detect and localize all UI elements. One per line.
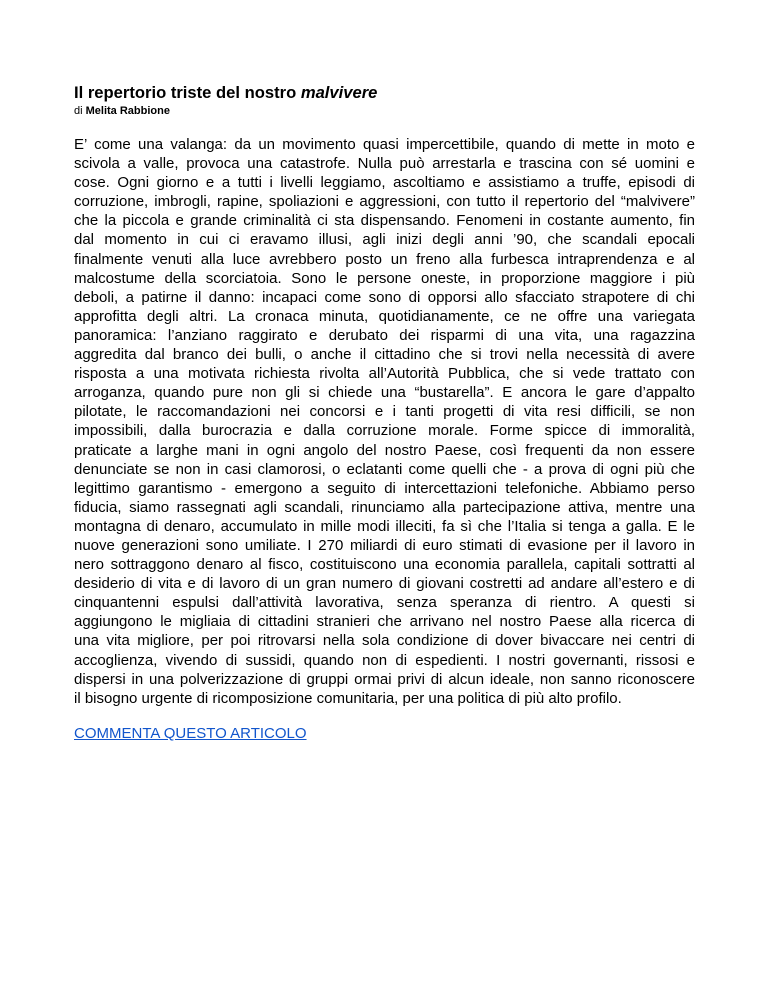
body-line: pilotate, le raccomandazioni nei concorsi e i tanti progetti di vita resi difficili, se non [74,403,695,421]
body-line: dal momento in cui ci eravamo illusi, agli inizi degli anni ’90, che scandali epocali [74,231,695,249]
body-line: montagna di denaro, accumulato in mille modi illeciti, fa sì che l’Italia si tenga a galla. E le [74,517,695,535]
body-line: nero sottraggono denaro al fisco, costituiscono una economia parallela, capitali sottratti al [74,556,695,574]
body-line: impossibili, dalla burocrazia e dalla corruzione morale. Forme spicce di immoralità, [74,422,695,440]
body-line: denunciate se non in casi clamorosi, o eclatanti come quelli che - a prova di ogni più che [74,460,695,478]
body-line: E’ come una valanga: da un movimento quasi impercettibile, quando di mette in moto e [74,136,695,153]
body-line: una vita migliore, per poi ritrovarsi nella sola condizione di dover bivaccare nei centri di [74,632,695,650]
article-title-italic: malvivere [300,83,378,102]
body-line: legittimo garantismo - emergono a seguito di intercettazioni telefoniche. Abbiamo perso [74,479,695,497]
body-line: malcostume della scorciatoia. Sono le persone oneste, in proporzione maggiore i più [74,269,695,287]
body-line: cinquantenni espulsi dall’attività lavorativa, senza speranza di rientro. A questi si [74,594,695,612]
body-line: scivola a valle, provoca una catastrofe. Nulla può arrestarla e trascina con sé uomini e [74,155,695,173]
body-line: accoglienza, vivendo di sussidi, quando non di espedienti. I nostri governanti, rissosi e [74,651,695,669]
byline [74,103,695,119]
byline-prefix: di [74,105,86,117]
body-line: fiducia, siamo rassegnati agli scandali, rinunciamo alla partecipazione attiva, mentre una [74,498,695,516]
body-line: corruzione, imbrogli, rapine, spoliazioni e aggressioni, con tutto il repertorio del “malvivere” [74,193,695,211]
body-line: deboli, a patirne il danno: incapaci come sono di opporsi allo sfacciato strapotere di chi [74,288,695,306]
body-line: arroganza, quando pure non gli si chiede una “bustarella”. E ancora le gare d’appalto [74,384,695,402]
article-body [74,135,695,708]
body-line: nuove generazioni sono umiliate. I 270 miliardi di euro stimati di evasione per il lavoro in [74,536,695,554]
body-line: risposta a una motivata richiesta rivolta all’Autorità Pubblica, che si vede trattato con [74,365,695,383]
article-title-main: Il repertorio triste del nostro [74,83,301,102]
article-title [74,83,695,103]
body-line: che la piccola e grande criminalità ci sta dispensando. Fenomeni in costante aumento, fin [74,212,695,230]
body-line: praticate a larghe mani in ogni angolo del nostro Paese, così frequenti da non essere [74,441,695,459]
comment-article-link[interactable]: COMMENTA QUESTO ARTICOLO [74,724,307,742]
author-name: Melita Rabbione [85,105,170,117]
body-line: desiderio di vita e di lavoro di un gran numero di giovani costretti ad andare all’estero e di [74,575,695,593]
body-line: cose. Ogni giorno e a tutti i livelli leggiamo, ascoltiamo e assistiamo a truffe, episodi di [74,174,695,192]
body-line: panoramica: l’anziano raggirato e derubato dei risparmi di una vita, una ragazzina [74,326,695,344]
body-line: finalmente venuti alla luce avrebbero posto un freno alla furbesca intraprendenza e al [74,250,695,268]
body-line: il bisogno urgente di ricomposizione comunitaria, per una politica di più alto profilo. [74,689,622,707]
body-line: dispersi in una polverizzazione di gruppi ormai privi di alcun ideale, non sanno riconoscere [74,670,695,688]
body-line: aggredita dal branco dei bulli, o anche il cittadino che si trovi nella necessità di avere [74,346,695,364]
body-line: approfitta degli altri. La cronaca minuta, quotidianamente, ce ne offre una variegata [74,307,695,325]
body-line: aggiungono le migliaia di cittadini stranieri che arrivano nel nostro Paese alla ricerca di [74,613,695,631]
